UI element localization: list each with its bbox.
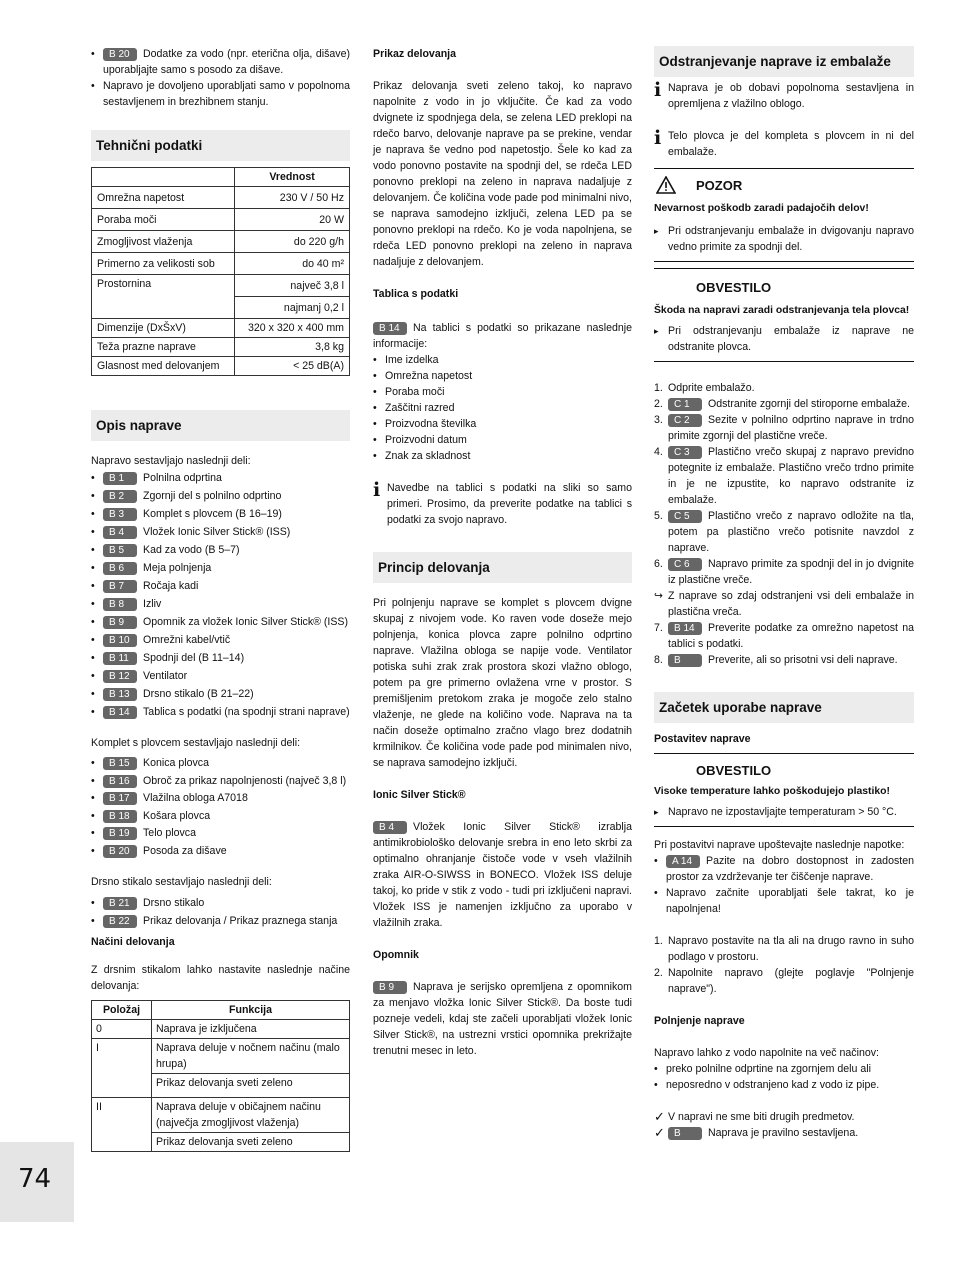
setup-bullets [654, 853, 914, 917]
top-bullets [91, 46, 350, 110]
table-row [92, 209, 350, 231]
checkmark-icon: ✓ [654, 1109, 665, 1124]
list-item [91, 613, 350, 631]
step-number: 7. [654, 622, 663, 634]
info-text: Navedbe na tablici s podatki na sliki so samo primeri. Prosimo, da preverite podatke na tablici s podatki za svojo napravo. [387, 482, 632, 526]
result-text: Z naprave so zdaj odstranjeni vsi deli embalaže in plastična vreča. [668, 590, 914, 618]
list-item [654, 885, 914, 917]
table-cell: 0 [92, 1020, 152, 1039]
table-cell: 320 x 320 x 400 mm [235, 319, 350, 338]
result-arrow-icon: ↪ [654, 590, 663, 602]
notice-title: OBVESTILO [696, 280, 772, 295]
modes-table [91, 1000, 350, 1152]
warning-triangle-icon [656, 176, 676, 194]
plate-items-list [373, 352, 632, 464]
table-cell: Omrežna napetost [92, 187, 235, 209]
paragraph: Pri polnjenju naprave se komplet s plovcem dvigne skupaj z nivojem vode. Ko raven vode doseže mejo polnjenja, konica plovca zapre polnilno odprtino naprave. Vlažilna obloga se napije vode. Ventilator potiska suhi zrak zrak prostora skozi vlažno oblogo, potem pa gre primerno ovlažena vrne v prostor. S premišljenim pretokom zraka je mogoče zelo stalno vlaženje, ne glede na količino vode. Naprava na ta način doseže optimalno zračno vlago brez dodatnih krmilnikov. Če količina vode pade pod minimalen nivo, se naprava samodejno izključi. [373, 597, 632, 769]
step-number: 8. [654, 654, 663, 666]
figure-badge: C 2 [668, 414, 702, 427]
step-text: Sezite v polnilno odprtino naprave in trdno primite zgornji del plastične vreče. [668, 414, 914, 442]
paragraph-text: Vložek Ionic Silver Stick® izrablja antimikrobiološko delovanje srebra in eno leto skrbi za optimalno ohranjanje čistoče vode v vseh vlažilnih zraka AIR-O-SIWSS in BONECO. Vložek ISS deluje takoj, ko pride v stik z vodo - tudi pri izključeni napravi. Vložek ISS je namenjen izključno za uporabo v vlažilnih zraka. [373, 821, 632, 929]
paragraph [373, 979, 632, 1059]
step-item [654, 965, 914, 997]
subheading-reminder: Opomnik [373, 949, 419, 961]
list-item: • Proizvodna številka [373, 416, 632, 432]
step-text: Odstranite zgornji del stiroporne embalaže. [708, 398, 910, 410]
step-number: 6. [654, 558, 663, 570]
table-row [92, 357, 350, 376]
section-title-unpacking: Odstranjevanje naprave iz embalaže [654, 46, 914, 77]
figure-badge: B 20 [103, 845, 137, 858]
table-row [92, 275, 350, 297]
section-title-technical-data: Tehnični podatki [91, 130, 350, 161]
subheading-modes: Načini delovanja [91, 936, 175, 948]
table-row [92, 1039, 350, 1074]
step-text: Preverite, ali so prisotni vsi deli naprave. [708, 654, 898, 666]
list-item-text: Drsno stikalo [143, 897, 205, 909]
figure-badge: B 15 [103, 757, 137, 770]
figure-badge: B [668, 654, 702, 667]
step-number: 1. [654, 382, 663, 394]
figure-badge: B 17 [103, 792, 137, 805]
list-item [91, 559, 350, 577]
info-icon: i [654, 127, 662, 149]
figure-badge: C 6 [668, 558, 702, 571]
figure-badge: B [668, 1127, 702, 1140]
figure-badge: B 1 [103, 472, 137, 485]
list-item [91, 912, 350, 930]
list-item-text: Meja polnjenja [143, 562, 212, 574]
paragraph-text: Naprava je serijsko opremljena z opomnikom za menjavo vložka Ionic Silver Stick®. Da boste tudi pozneje vedeli, kdaj ste začeli uporabljati vložek Ionic Silver Stick®, na ustrezni vrstici opomnika prekrižajte trenutni mesec in leto. [373, 981, 632, 1057]
table-cell: Prostornina [92, 275, 235, 319]
list-item-text: Omrežni kabel/vtič [143, 634, 231, 646]
paragraph [373, 320, 632, 352]
table-row [92, 187, 350, 209]
list-item-text: Spodnji del (B 11–14) [143, 652, 245, 664]
paragraph: Drsno stikalo sestavljajo naslednji deli: [91, 876, 272, 888]
list-item-text: Pazite na dobro dostopnost in zadosten prostor za vzdrževanje ter čiščenje naprave. [666, 855, 914, 883]
result-line [654, 588, 914, 620]
table-cell: 230 V / 50 Hz [235, 187, 350, 209]
figure-badge: B 7 [103, 580, 137, 593]
list-item-text: • Napravo začnite uporabljati šele takrat, ko je napolnjena! [666, 887, 914, 915]
list-item: • Omrežna napetost [373, 368, 632, 384]
step-item [654, 396, 914, 412]
paragraph: Z drsnim stikalom lahko nastavite naslednje načine delovanja: [91, 964, 350, 992]
figure-badge: C 5 [668, 510, 702, 523]
list-item-text: Kad za vodo (B 5–7) [143, 544, 240, 556]
list-item-text: Izliv [143, 598, 162, 610]
list-item-text: Drsno stikalo (B 21–22) [143, 688, 254, 700]
section-title-principle: Princip delovanja [373, 552, 632, 583]
list-item: ▸ Pri odstranjevanju embalaže iz naprave ne odstranite plovca. [654, 323, 914, 355]
paragraph: Napravo sestavljajo naslednji deli: [91, 455, 251, 467]
table-header: Funkcija [152, 1001, 350, 1020]
check-line [654, 1109, 914, 1125]
column-middle [373, 46, 632, 1059]
subheading-display: Prikaz delovanja [373, 48, 457, 60]
list-item: • preko polnilne odprtine na zgornjem delu ali [654, 1061, 914, 1077]
figure-badge: B 9 [103, 616, 137, 629]
checkmark-icon: ✓ [654, 1125, 665, 1140]
info-text: Naprava je ob dobavi popolnoma sestavljena in opremljena z vlažilno oblogo. [668, 82, 914, 110]
info-note [373, 480, 632, 528]
list-item [654, 853, 914, 885]
list-item [91, 595, 350, 613]
step-number: 2. [654, 398, 663, 410]
list-item [91, 825, 350, 843]
step-text: Plastično vrečo z napravo odložite na tla, potem pa plastično vrečo potisnite navzdol z naprave. [668, 510, 914, 554]
figure-badge: B 12 [103, 670, 137, 683]
paragraph: Komplet s plovcem sestavljajo naslednji deli: [91, 737, 301, 749]
figure-badge: B 14 [373, 322, 407, 335]
figure-badge: B 2 [103, 490, 137, 503]
step-text: Odprite embalažo. [668, 382, 755, 394]
table-cell: Naprava deluje v običajnem načinu (največja zmogljivost vlaženja) [152, 1098, 350, 1133]
figure-badge: B 11 [103, 652, 137, 665]
list-item [91, 755, 350, 773]
step-item [654, 508, 914, 556]
table-cell: najmanj 0,2 l [235, 297, 350, 319]
figure-badge: B 3 [103, 508, 137, 521]
figure-badge: B 10 [103, 634, 137, 647]
unpack-steps [654, 380, 914, 588]
table-row [92, 319, 350, 338]
list-item-text: Telo plovca [143, 827, 196, 839]
info-text: Telo plovca je del kompleta s plovcem in ni del embalaže. [668, 130, 914, 158]
table-cell: Dimenzije (DxŠxV) [92, 319, 235, 338]
step-item [654, 444, 914, 508]
step-number: 1. [654, 935, 663, 947]
column-left [91, 46, 350, 1152]
table-cell: Teža prazne naprave [92, 338, 235, 357]
table-cell: 3,8 kg [235, 338, 350, 357]
step-text: Preverite podatke za omrežno napetost na tablici s podatki. [668, 622, 914, 650]
list-item [91, 631, 350, 649]
float-parts-list [91, 755, 350, 860]
info-icon: i [373, 479, 381, 501]
figure-badge: B 16 [103, 775, 137, 788]
notice-box [654, 753, 914, 827]
list-item [91, 487, 350, 505]
subheading-iss: Ionic Silver Stick® [373, 789, 466, 801]
list-item: ▸ Pri odstranjevanju embalaže in dvigovanju napravo vedno primite za spodnji del. [654, 223, 914, 255]
paragraph [373, 819, 632, 931]
figure-badge: B 8 [103, 598, 137, 611]
notice-title: OBVESTILO [696, 763, 772, 778]
list-item-text: Posoda za dišave [143, 844, 227, 857]
figure-badge: B 14 [103, 706, 137, 719]
notice-subtitle: Škoda na napravi zaradi odstranjevanja tela plovca! [654, 305, 910, 316]
list-item-text: Vložek Ionic Silver Stick® (ISS) [143, 526, 291, 538]
figure-badge: B 14 [668, 622, 702, 635]
list-item [91, 541, 350, 559]
page-number: 74 [18, 1164, 52, 1194]
step-text: Napravo primite za spodnji del in jo dvignite iz plastične vreče. [668, 558, 914, 586]
figure-badge: B 22 [103, 915, 137, 928]
check-text: V napravi ne sme biti drugih predmetov. [668, 1111, 855, 1123]
figure-badge: C 1 [668, 398, 702, 411]
paragraph: Prikaz delovanja sveti zeleno takoj, ko napravo napolnite z vodo in jo vključite. Če kad za vodo dvignete iz spodnjega dela, se zelena LED preklopi na rdečo barvo, delovanje naprave pa se prekine, vendar je naprava še vedno pod napetostjo. Šele ko kad za vodo ponovno postavite na spodnji del, se rdeča LED ponovno preklopi na zeleno in naprava nadaljuje z delovanjem. Če količina vode pade pod minimalni nivo, se naprava samodejno izključi, zelena LED pa se ponovno preklopi na rdečo. Ko je voda napolnjena, se rdeča LED ponovno preklopi na zeleno in naprava nadaljuje z delovanjem. [373, 80, 632, 268]
figure-badge: C 3 [668, 446, 702, 459]
table-row [92, 1020, 350, 1039]
table-row [92, 338, 350, 357]
step-text: Plastično vrečo skupaj z napravo previdno potegnite iz embalaže. Plastično vrečo trdno primite in je ne izpustite, ko napravo odstranite iz embalaže. [668, 446, 914, 506]
table-cell: II [92, 1098, 152, 1152]
column-right [654, 46, 914, 1141]
step-item [654, 380, 914, 396]
table-cell: Prikaz delovanja sveti zeleno [152, 1133, 350, 1152]
list-item [91, 523, 350, 541]
list-item-text: Prikaz delovanja / Prikaz praznega stanja [143, 915, 338, 927]
table-row [92, 253, 350, 275]
table-row [92, 1098, 350, 1133]
list-item-text: Ventilator [143, 670, 188, 682]
subheading-filling: Polnjenje naprave [654, 1015, 745, 1027]
list-item-text: Tablica s podatki (na spodnji strani naprave) [143, 706, 350, 718]
table-header: Položaj [92, 1001, 152, 1020]
list-item [91, 78, 350, 110]
step-number: 4. [654, 446, 663, 458]
list-item: • Znak za skladnost [373, 448, 632, 464]
step-item [654, 412, 914, 444]
caution-title-text: POZOR [696, 178, 743, 193]
list-item [91, 469, 350, 487]
list-item-text: Zgornji del s polnilno odprtino [143, 490, 282, 502]
check-line [654, 1125, 914, 1141]
section-title-description: Opis naprave [91, 410, 350, 441]
list-item-text: Obroč za prikaz napolnjenosti (največ 3,8 l) [143, 774, 347, 787]
step-item [654, 620, 914, 652]
figure-badge: B 13 [103, 688, 137, 701]
caution-title [654, 177, 914, 195]
table-header: Vrednost [235, 168, 350, 187]
list-item-text: Dodatke za vodo (npr. eterična olja, dišave) uporabljajte samo s posodo za dišave. [103, 48, 350, 76]
table-cell: 20 W [235, 209, 350, 231]
check-text: Naprava je pravilno sestavljena. [708, 1127, 859, 1139]
paragraph: Pri postavitvi naprave upoštevajte naslednje napotke: [654, 839, 905, 851]
figure-badge: B 18 [103, 810, 137, 823]
notice-subtitle: Visoke temperature lahko poškodujejo plastiko! [654, 786, 890, 797]
fill-bullets [654, 1061, 914, 1093]
list-item [91, 685, 350, 703]
table-cell: Prikaz delovanja sveti zeleno [152, 1074, 350, 1098]
figure-badge: B 19 [103, 827, 137, 840]
step-item [654, 933, 914, 965]
list-item: • Zaščitni razred [373, 400, 632, 416]
list-item: ▸ Napravo ne izpostavljajte temperaturam > 50 °C. [654, 804, 914, 820]
paragraph-text: Na tablici s podatki so prikazane naslednje informacije: [373, 322, 632, 350]
list-item [91, 703, 350, 721]
figure-badge: B 4 [373, 821, 407, 834]
table-cell: Poraba moči [92, 209, 235, 231]
list-item [91, 46, 350, 78]
table-cell: < 25 dB(A) [235, 357, 350, 376]
section-title-start: Začetek uporabe naprave [654, 692, 914, 723]
table-cell: Naprava je izključena [152, 1020, 350, 1039]
list-item [91, 505, 350, 523]
step-text: Napravo postavite na tla ali na drugo ravno in suho podlago v prostoru. [668, 935, 914, 963]
page-number-box [0, 1142, 74, 1222]
list-item-text: Vlažilna obloga A7018 [143, 792, 248, 804]
list-item [91, 667, 350, 685]
table-cell: Primerno za velikosti sob [92, 253, 235, 275]
table-cell: Glasnost med delovanjem [92, 357, 235, 376]
paragraph: Napravo lahko z vodo napolnite na več načinov: [654, 1047, 879, 1059]
unpack-steps-2 [654, 620, 914, 668]
step-item [654, 556, 914, 588]
step-number: 5. [654, 510, 663, 522]
parts-list [91, 469, 350, 721]
list-item-text: Košara plovca [143, 809, 211, 822]
list-item [91, 577, 350, 595]
table-cell: Zmogljivost vlaženja [92, 231, 235, 253]
figure-badge: B 6 [103, 562, 137, 575]
technical-data-table [91, 167, 350, 376]
figure-badge: B 21 [103, 897, 137, 910]
info-note [654, 80, 914, 112]
table-cell: največ 3,8 l [235, 275, 350, 297]
step-item [654, 652, 914, 668]
setup-steps [654, 933, 914, 997]
list-item: • Poraba moči [373, 384, 632, 400]
step-text: Napolnite napravo (glejte poglavje "Polnjenje naprave"). [668, 967, 914, 995]
figure-badge: B 4 [103, 526, 137, 539]
table-cell: Naprava deluje v nočnem načinu (malo hrupa) [152, 1039, 350, 1074]
list-item [91, 790, 350, 808]
list-item-text: Komplet s plovcem (B 16–19) [143, 508, 282, 520]
table-row [92, 231, 350, 253]
caution-box [654, 168, 914, 262]
info-icon: i [654, 79, 662, 101]
list-item [91, 843, 350, 861]
list-item-text: Ročaja kadi [143, 580, 199, 592]
switch-parts-list [91, 894, 350, 930]
list-item-text: Polnilna odprtina [143, 472, 222, 484]
figure-badge: A 14 [666, 855, 700, 868]
list-item: • Ime izdelka [373, 352, 632, 368]
subheading-rating-plate: Tablica s podatki [373, 288, 459, 300]
figure-badge: B 5 [103, 544, 137, 557]
list-item [91, 773, 350, 791]
subheading-setup: Postavitev naprave [654, 733, 751, 745]
figure-badge: B 20 [103, 48, 137, 61]
figure-badge: B 9 [373, 981, 407, 994]
caution-subtitle: Nevarnost poškodb zaradi padajočih delov! [654, 203, 869, 214]
list-item [91, 808, 350, 826]
list-item: • Proizvodni datum [373, 432, 632, 448]
list-item-text: Konica plovca [143, 757, 209, 769]
step-number: 2. [654, 967, 663, 979]
table-cell: do 220 g/h [235, 231, 350, 253]
info-note [654, 128, 914, 160]
table-cell: do 40 m² [235, 253, 350, 275]
list-item: • neposredno v odstranjeno kad z vodo iz pipe. [654, 1077, 914, 1093]
list-item [91, 649, 350, 667]
list-item-text: • Napravo je dovoljeno uporabljati samo v popolnoma sestavljenem in brezhibnem stanju. [103, 80, 350, 108]
step-number: 3. [654, 414, 663, 426]
table-cell: I [92, 1039, 152, 1098]
notice-box [654, 268, 914, 362]
list-item-text: Opomnik za vložek Ionic Silver Stick® (ISS) [143, 616, 349, 628]
list-item [91, 894, 350, 912]
